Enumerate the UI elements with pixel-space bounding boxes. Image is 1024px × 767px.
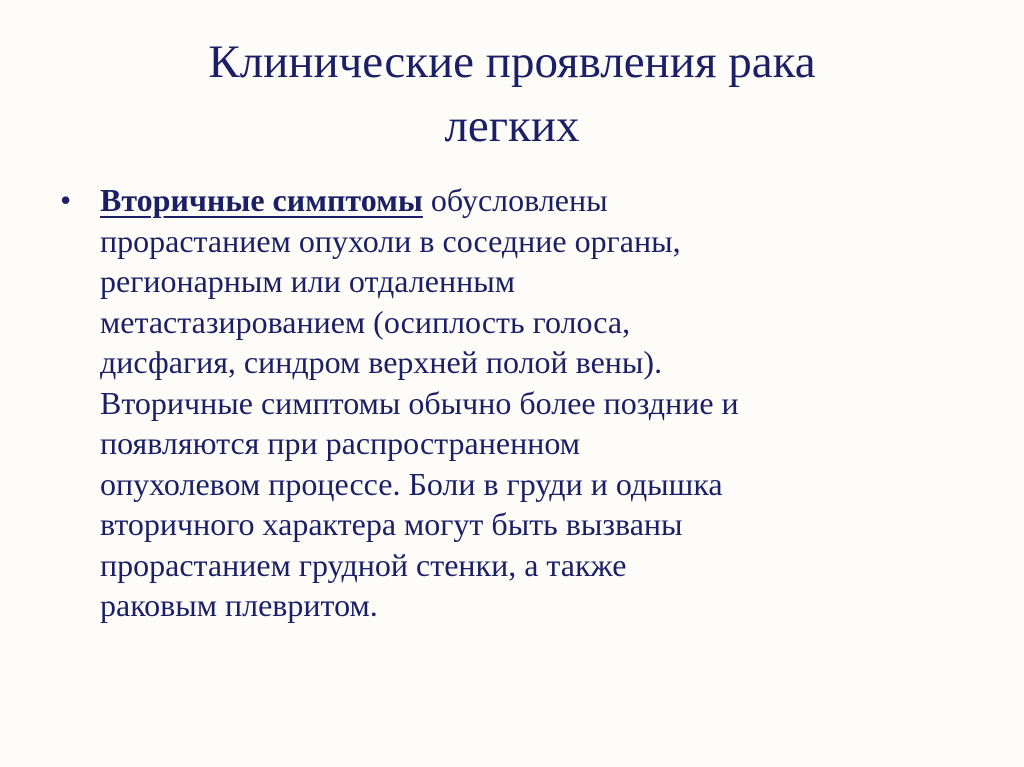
slide-title-line: легких xyxy=(444,100,580,152)
bullet-line: прорастанием грудной стенки, а также xyxy=(100,546,627,583)
bullet-item xyxy=(60,180,960,626)
bullet-line: появляются при распространенном xyxy=(100,425,580,461)
bullet-line: метастазированием (осиплость голоса, xyxy=(100,303,631,340)
bullet-text xyxy=(100,180,960,626)
bullet-line: регионарным или отдаленным xyxy=(100,263,515,299)
bullet-line: вторичного характера могут быть вызваны xyxy=(100,506,683,542)
bullet-list xyxy=(60,180,960,626)
bullet-line: раковым плевритом. xyxy=(100,587,378,623)
slide-title-line: Клинические проявления рака xyxy=(208,36,816,88)
bullet-line: опухолевом процессе. Боли в груди и одышка xyxy=(100,465,723,502)
bullet-line: дисфагия, синдром верхней полой вены). xyxy=(100,344,663,380)
bullet-line: Вторичные симптомы обычно более поздние и xyxy=(100,384,739,421)
slide-title xyxy=(112,30,912,158)
bullet-line: прорастанием опухоли в соседние органы, xyxy=(100,222,681,259)
bullet-marker: • xyxy=(60,182,72,218)
bullet-lead-term: Вторичные симптомы xyxy=(100,182,423,218)
bullet-first-line xyxy=(100,180,960,221)
bullet-line: обусловлены xyxy=(422,182,608,218)
